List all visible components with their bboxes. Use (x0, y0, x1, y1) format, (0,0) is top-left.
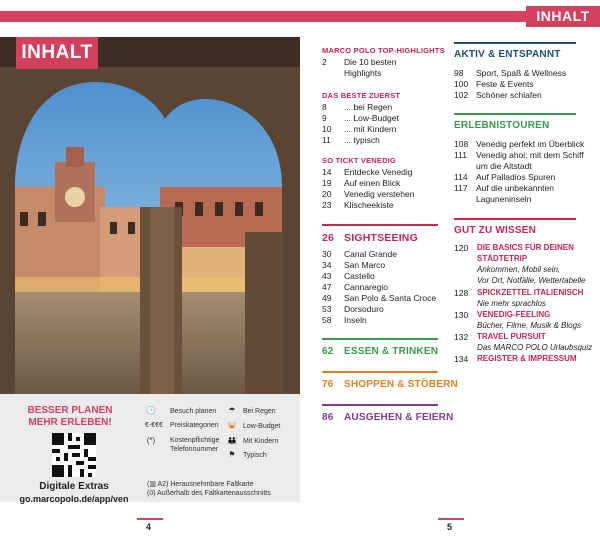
legend-low-budget: Low-Budget (243, 423, 281, 430)
aktiv-rule (454, 42, 576, 44)
sightseeing-heading[interactable]: 26 SIGHTSEEING (322, 232, 418, 244)
legend-phone: Kostenpflichtige Telefonnummer (170, 437, 220, 453)
flag-icon: ⚑ (228, 450, 236, 459)
toc-entry[interactable]: 43 Castello (322, 271, 375, 281)
toc-entry-title[interactable]: DIE BASICS FÜR DEINEN (477, 243, 574, 252)
toc-entry-title[interactable]: SPICKZETTEL ITALIENISCH (477, 288, 584, 297)
toc-entry[interactable]: 100 Feste & Events (454, 79, 534, 89)
touren-rule (454, 113, 576, 115)
aktiv-heading[interactable]: AKTIV & ENTSPANNT (454, 49, 561, 60)
toc-entry[interactable]: 111 Venedig ahoi: mit dem Schiff (454, 150, 584, 160)
ausgehen-rule (322, 404, 438, 406)
toc-entry[interactable]: 20 Venedig verstehen (322, 189, 415, 199)
page-number-rule-left (137, 518, 163, 520)
toc-entry-title[interactable]: STÄDTETRIP (477, 254, 528, 263)
highlights-heading: MARCO POLO TOP-HIGHLIGHTS (322, 46, 445, 55)
so-tickt-heading: SO TICKT VENEDIG (322, 156, 397, 165)
toc-entry-sub: Nie mehr sprachlos (477, 299, 546, 308)
legend-visit-plan: Besuch planen (170, 408, 217, 415)
toc-entry[interactable]: 23 Klischeekiste (322, 200, 394, 210)
toc-entry-title[interactable]: VENEDIG-FEELING (477, 310, 551, 319)
toc-entry-num: 132 (454, 332, 469, 342)
toc-entry[interactable]: 8 ... bei Regen (322, 102, 393, 112)
best-first-heading: DAS BESTE ZUERST (322, 91, 401, 100)
toc-entry[interactable]: 10 ... mit Kindern (322, 124, 397, 134)
toc-entry[interactable]: 108 Venedig perfekt im Überblick (454, 139, 585, 149)
plan-slogan-line2: MEHR ERLEBEN! (28, 417, 112, 428)
toc-entry[interactable]: 34 San Marco (322, 260, 386, 270)
essen-heading[interactable]: 62 ESSEN & TRINKEN (322, 346, 439, 357)
piggy-bank-icon: 🐷 (227, 421, 237, 430)
toc-entry-title[interactable]: REGISTER & IMPRESSUM (477, 354, 577, 363)
toc-entry[interactable]: 114 Auf Palladios Spuren (454, 172, 556, 182)
toc-entry[interactable]: 19 Auf einen Blick (322, 178, 401, 188)
clock-icon: 🕑 (146, 406, 156, 415)
qr-code-icon[interactable] (52, 433, 96, 477)
shoppen-rule (322, 371, 438, 373)
chapter-tab: INHALT (526, 6, 600, 27)
essen-rule (322, 338, 438, 340)
toc-entry[interactable]: 14 Entdecke Venedig (322, 167, 413, 177)
toc-entry-sub: Vor Ort, Notfälle, Wettertabelle (477, 276, 586, 285)
venice-arcade-illustration (0, 37, 300, 394)
toc-entry-title[interactable]: TRAVEL PURSUIT (477, 332, 546, 341)
legend-typical: Typisch (243, 452, 267, 459)
gut-rule (454, 218, 576, 220)
toc-entry[interactable]: 102 Schöner schlafen (454, 90, 542, 100)
toc-entry[interactable]: 117 Auf die unbekannten (454, 183, 554, 193)
legend-box (0, 394, 300, 502)
asterisk-icon: (*) (146, 436, 156, 445)
page-number-left: 4 (146, 522, 152, 532)
legend-rain: Bei Regen (243, 408, 276, 415)
toc-entry-num: 130 (454, 310, 469, 320)
toc-entry-num: 128 (454, 288, 469, 298)
plan-slogan-line1: BESSER PLANEN (27, 405, 113, 416)
touren-heading[interactable]: ERLEBNISTOUREN (454, 120, 550, 131)
toc-entry-num: 134 (454, 354, 469, 364)
euro-icon: €-€€€ (145, 422, 163, 429)
digital-extras-title: Digitale Extras (39, 481, 109, 492)
venice-photo (0, 37, 300, 394)
toc-entry[interactable]: 30 Canal Grande (322, 249, 397, 259)
legend-price: Preiskategorien (170, 422, 219, 429)
top-accent-bar (0, 11, 526, 22)
toc-entry[interactable]: 53 Dorsoduro (322, 304, 384, 314)
gut-heading[interactable]: GUT ZU WISSEN (454, 225, 537, 236)
umbrella-icon: ☂ (228, 406, 236, 415)
toc-entry-num: 120 (454, 243, 469, 253)
toc-entry[interactable]: 9 ... Low-Budget (322, 113, 399, 123)
map-note-2: (0) Außerhalb des Faltkartenausschnitts (147, 490, 271, 497)
legend-kids: Mit Kindern (243, 438, 279, 445)
toc-entry[interactable]: um die Altstadt (476, 161, 532, 171)
toc-entry[interactable]: 11 ... typisch (322, 135, 380, 145)
toc-entry[interactable]: Highlights (344, 68, 382, 78)
toc-entry-sub: Das MARCO POLO Urlaubsquiz (477, 343, 593, 352)
toc-entry[interactable]: 58 Inseln (322, 315, 367, 325)
page-number-rule-right (438, 518, 464, 520)
toc-entry[interactable]: 47 Cannaregio (322, 282, 388, 292)
page-number-right: 5 (447, 522, 453, 532)
toc-entry[interactable]: 2 Die 10 besten (322, 57, 397, 67)
toc-entry[interactable]: 98 Sport, Spaß & Wellness (454, 68, 567, 78)
photo-title-label: INHALT (16, 37, 98, 69)
ausgehen-heading[interactable]: 86 AUSGEHEN & FEIERN (322, 412, 454, 423)
sightseeing-rule (322, 224, 438, 226)
toc-entry-sub: Bücher, Filme, Musik & Blogs (477, 321, 582, 330)
map-note-1: (▥ A2) Herausnehmbare Faltkarte (147, 481, 254, 488)
toc-entry[interactable]: Laguneninseln (476, 194, 532, 204)
toc-entry[interactable]: 49 San Polo & Santa Croce (322, 293, 437, 303)
family-icon: 👪 (227, 436, 237, 445)
toc-entry-sub: Ankommen, Mobil sein, (477, 265, 561, 274)
shoppen-heading[interactable]: 76 SHOPPEN & STÖBERN (322, 379, 458, 390)
digital-extras-url[interactable]: go.marcopolo.de/app/ven (19, 494, 129, 504)
